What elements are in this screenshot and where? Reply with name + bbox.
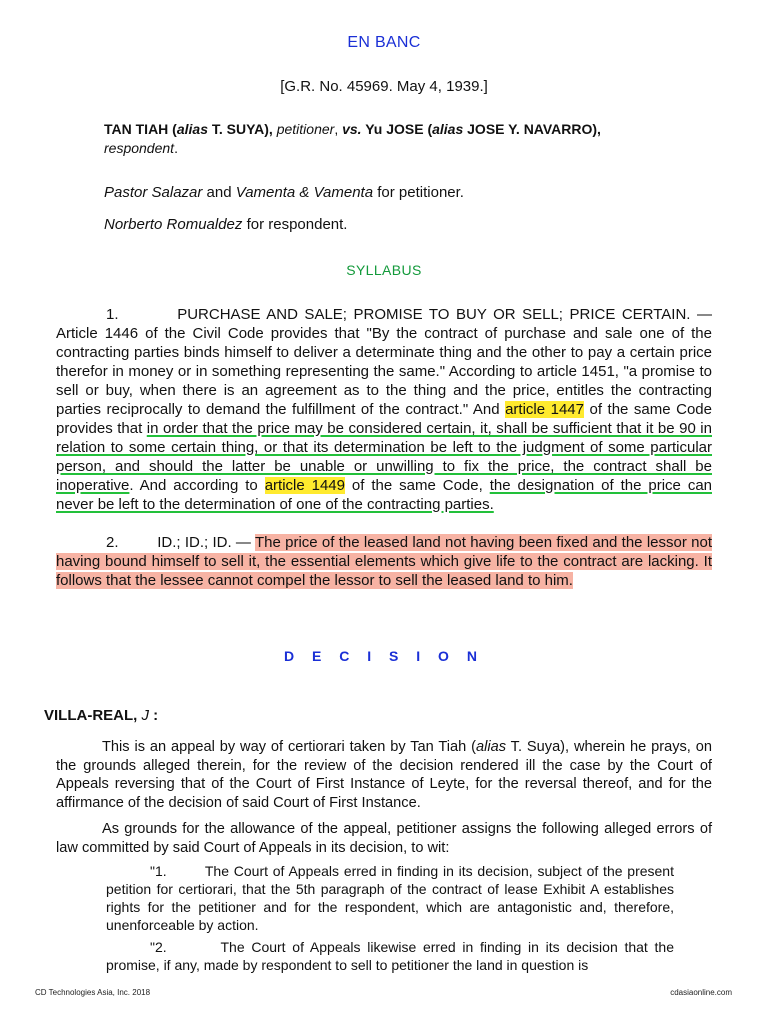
alias-word: alias bbox=[476, 739, 507, 755]
counsel-firm: Vamenta & Vamenta bbox=[235, 184, 374, 201]
text: T. Suya), wherein he prays, on the grounds alleged therein, for the review of the decision rendered ill the case by the Court of Appeals reversing that of the Court of First Instance of Leyte, for the reversal thereof, and for the affirmance of the decision of said Court of First Instance. bbox=[56, 739, 712, 811]
underlined-passage-1: in order that the price may be considered certain, it, shall be sufficient that it be 90 in relation to some certain thing, or that its determination be left to the judgment of some particular person, and should the latter be unable or unwilling to fix the price, the contract shall be inoperative bbox=[56, 420, 712, 494]
text: of the same Code provides that bbox=[56, 401, 712, 437]
counsel-text: for petitioner. bbox=[373, 184, 464, 201]
petitioner-name: TAN TIAH ( bbox=[104, 121, 177, 137]
decision-paragraph-1 bbox=[56, 738, 712, 812]
petitioner-alias-word: alias bbox=[176, 121, 208, 137]
petitioner-alias: T. SUYA), bbox=[207, 121, 277, 137]
case-number: [G.R. No. 45969. May 4, 1939.] bbox=[280, 78, 488, 95]
petitioner-counsel bbox=[104, 184, 464, 201]
quoted-error-2: "2. The Court of Appeals likewise erred in finding in its decision that the promise, if any, made by respondent to sell to petitioner the land in question is bbox=[106, 939, 674, 973]
text: . And according to bbox=[129, 477, 265, 494]
respondent-counsel bbox=[104, 216, 347, 233]
ponente bbox=[44, 707, 158, 724]
text: 2. ID.; ID.; ID. — bbox=[106, 534, 255, 551]
respondent-alias-word: alias bbox=[432, 121, 464, 137]
syllabus-heading: SYLLABUS bbox=[346, 262, 422, 278]
highlight-article-1449: article 1449 bbox=[264, 477, 345, 494]
case-parties bbox=[104, 120, 664, 158]
quoted-error-1: "1. The Court of Appeals erred in finding in its decision, subject of the present petition for certiorari, that the 5th paragraph of the contract of lease Exhibit A establishes rights for the petitioner and for the respondent, which are antagonistic and, therefore, unenforceable by action. bbox=[106, 863, 674, 933]
footer-publisher: CD Technologies Asia, Inc. 2018 bbox=[35, 988, 151, 997]
petitioner-role: petitioner bbox=[276, 121, 335, 137]
ponente-title: J bbox=[141, 707, 149, 724]
highlighted-passage: The price of the leased land not having been fixed and the lessor not having bound himself to sell it, the essential elements which give life to the contract are lacking. It follows that the lessee cannot compel the lessor to sell the leased land to him. bbox=[56, 534, 712, 589]
court-heading: EN BANC bbox=[347, 34, 421, 51]
parties-period: . bbox=[174, 140, 178, 156]
respondent-name: Yu JOSE ( bbox=[361, 121, 433, 137]
counsel-text: and bbox=[202, 184, 236, 201]
syllabus-paragraph-2 bbox=[56, 533, 712, 590]
underlined-passage-2: the designation of the price can never be left to the determination of one of the contracting parties. bbox=[56, 477, 712, 513]
text: This is an appeal by way of certiorari taken by Tan Tiah ( bbox=[102, 739, 477, 755]
versus: vs. bbox=[342, 121, 362, 137]
footer-website: cdasiaonline.com bbox=[670, 988, 732, 997]
ponente-name: VILLA-REAL, bbox=[44, 707, 142, 724]
counsel-name: Pastor Salazar bbox=[104, 184, 203, 201]
decision-paragraph-2: As grounds for the allowance of the appeal, petitioner assigns the following alleged errors of law committed by said Court of Appeals in its decision, to wit: bbox=[56, 821, 712, 856]
respondent-alias: JOSE Y. NAVARRO), bbox=[463, 121, 601, 137]
decision-heading: D E C I S I O N bbox=[284, 648, 484, 664]
respondent-role: respondent bbox=[104, 140, 175, 156]
counsel-text: for respondent. bbox=[242, 216, 348, 233]
syllabus-paragraph-1 bbox=[56, 305, 712, 514]
counsel-name: Norberto Romualdez bbox=[104, 216, 243, 233]
highlight-article-1447: article 1447 bbox=[505, 401, 584, 418]
text: of the same Code, bbox=[345, 477, 490, 494]
text: 1. PURCHASE AND SALE; PROMISE TO BUY OR SELL; PRICE CERTAIN. — Article 1446 of the Civil Code provides that "By the contract of purchase and sale one of the contracting parties binds himself to deliver a determinate thing and the other to pay a certain price therefor in money or in something representing the same." According to article 1451, "a promise to sell or buy, when there is an agreement as to the thing and the price, entitles the contracting parties reciprocally to demand the fulfillment of the contract." And bbox=[56, 306, 712, 418]
parties-comma: , bbox=[334, 121, 343, 137]
ponente-colon: : bbox=[149, 707, 159, 724]
